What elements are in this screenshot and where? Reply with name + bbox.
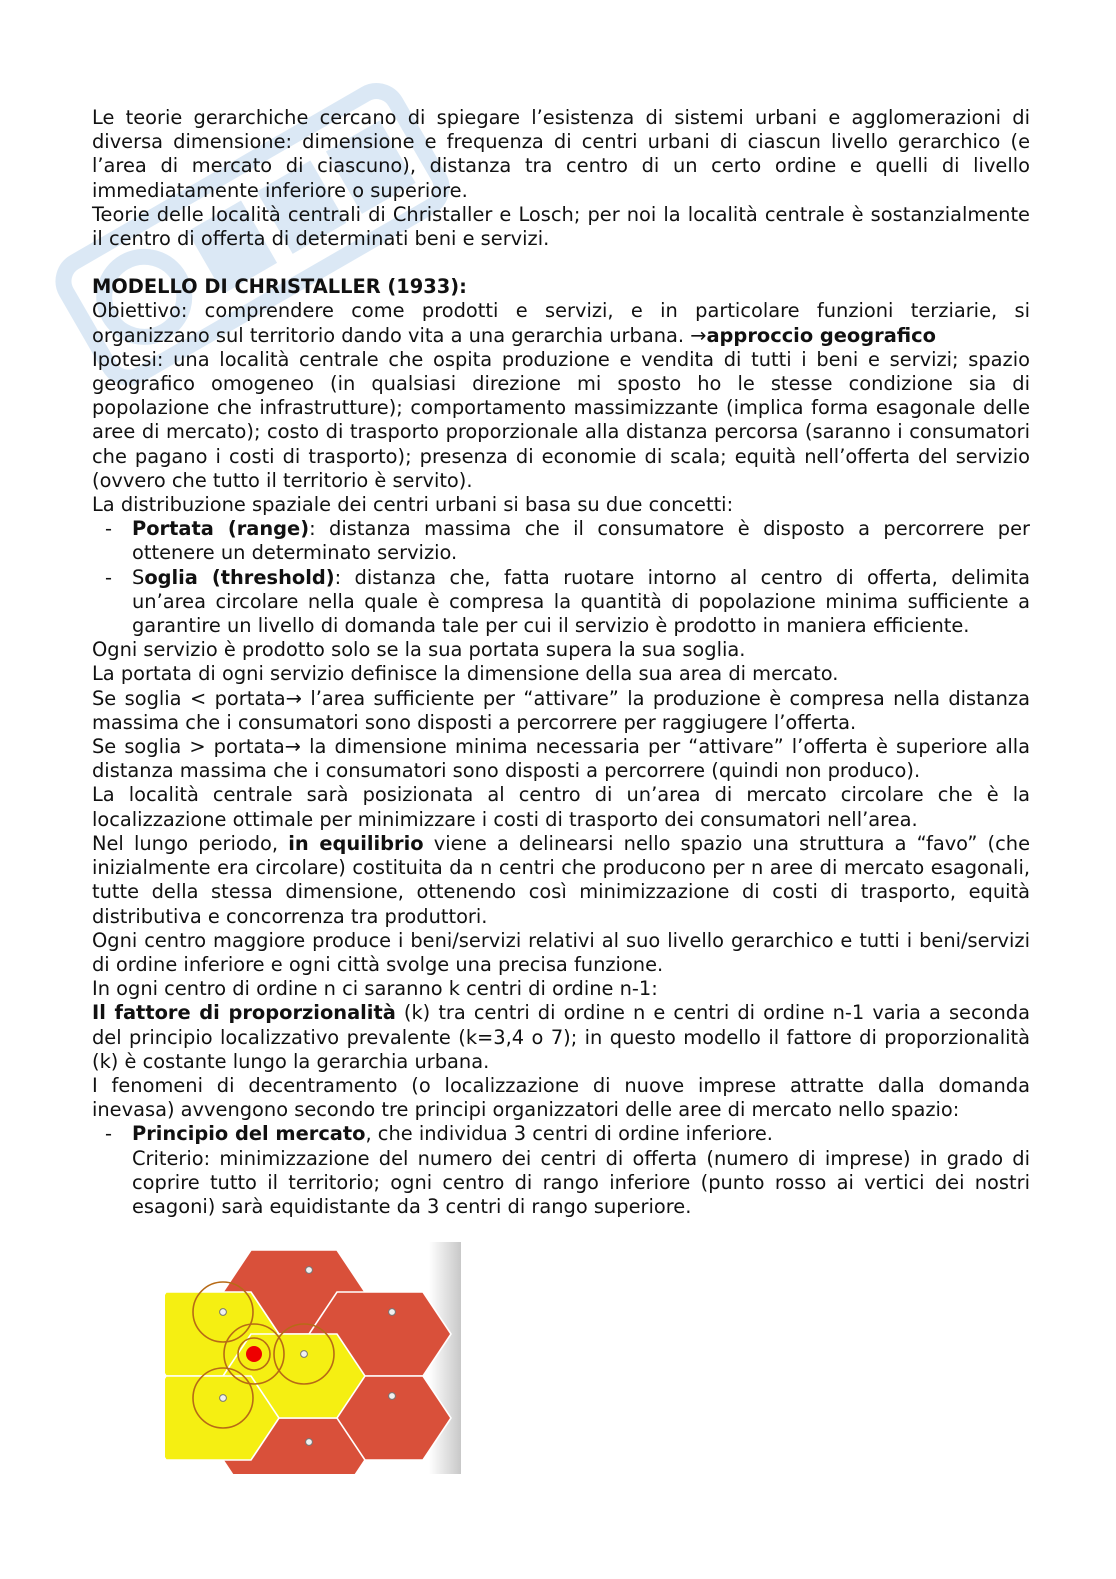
intro-paragraph-1: Le teorie gerarchiche cercano di spiegare l’esistenza di sistemi urbani e agglomerazioni di diversa dimensione: dimensione e frequenza di centri urbani di ciascun livello gerarchico (e l’area di mercato di ciascuno), distanza tra centro di un certo ordine e quelli di livello immediatamente inferiore o superiore. <box>92 106 1030 202</box>
central-place-paragraph: La località centrale sarà posizionata al centro di un’area di mercato circolare che è la localizzazione ottimale per minimizzare i costi di trasporto dei consumatori nell’area. <box>92 783 1030 831</box>
center-dot <box>306 1267 313 1274</box>
center-dot <box>306 1439 313 1446</box>
concepts-list <box>92 517 1030 638</box>
high-order-center-dot <box>246 1346 262 1362</box>
christaller-hexagon-diagram <box>161 1242 461 1474</box>
document-body <box>92 106 1030 1219</box>
range-paragraph: La portata di ogni servizio definisce la dimensione della sua area di mercato. <box>92 662 839 686</box>
arrow-icon: → <box>690 323 707 347</box>
decentralization-paragraph: I fenomeni di decentramento (o localizzazione di nuove imprese attratte dalla domanda inevasa) avvengono secondo tre principi organizzatori delle aree di mercato nello spazio: <box>92 1073 1030 1122</box>
threshold-less-paragraph: Se soglia < portata→ l’area sufficiente per “attivare” la produzione è compresa nella distanza massima che i consumatori sono disposti a percorrere per raggiugere l’offerta. <box>92 686 1030 734</box>
list-item-portata: - Portata (range): distanza massima che il consumatore è disposto a percorrere per ottenere un determinato servizio. <box>92 517 1030 565</box>
threshold-greater-paragraph: Se soglia > portata→ la dimensione minima necessaria per “attivare” l’offerta è superiore alla distanza massima che i consumatori sono disposti a percorrere (quindi non produco). <box>92 735 1030 783</box>
center-dot <box>220 1309 227 1316</box>
service-paragraph: Ogni servizio è prodotto solo se la sua portata supera la sua soglia. <box>92 638 746 662</box>
center-dot <box>389 1309 396 1316</box>
equilibrium-paragraph: Nel lungo periodo, in equilibrio viene a delinearsi nello spazio una struttura a “favo” (che inizialmente era circolare) costituita da n centri che producono per n aree di mercato esagonali, tutte della stessa dimensione, ottenendo così minimizzazione di costi di trasporto, equità distributiva e concorrenza tra produttori. <box>92 831 1030 928</box>
criterion-text: Criterio: minimizzazione del numero dei centri di offerta (numero di imprese) in grado di coprire tutto il territorio; ogni centro di rango inferiore (punto rosso ai vertici dei nostri esagoni) sarà equidistante da 3 centri di rango superiore. <box>132 1146 1030 1218</box>
list-item-principio-mercato: - Principio del mercato, che individua 3 centri di ordine inferiore. Criterio: minimizzazione del numero dei centri di offerta (numero di imprese) in grado di coprire tutto il territorio; ogni centro di rango inferiore (punto rosso ai vertici dei nostri esagoni) sarà equidistante da 3 centri di rango superiore. <box>92 1122 1030 1219</box>
arrow-icon: → <box>285 686 302 710</box>
arrow-icon: → <box>284 735 302 759</box>
center-dot <box>389 1393 396 1400</box>
list-item-soglia: - Soglia (threshold): distanza che, fatta ruotare intorno al centro di offerta, delimita un’area circolare nella quale è compresa la quantità di popolazione minima sufficiente a garantire un livello di domanda tale per cui il servizio è prodotto in maniera efficiente. <box>92 566 1030 639</box>
proportionality-paragraph: Il fattore di proporzionalità (k) tra centri di ordine n e centri di ordine n-1 varia a seconda del principio localizzativo prevalente (k=3,4 o 7); in questo modello il fattore di proporzionalità (k) è costante lungo la gerarchia urbana. <box>92 1001 1030 1073</box>
major-center-paragraph: Ogni centro maggiore produce i beni/servizi relativi al suo livello gerarchico e tutti i beni/servizi di ordine inferiore e ogni città svolge una precisa funzione. <box>92 928 1030 976</box>
order-paragraph: In ogni centro di ordine n ci saranno k centri di ordine n-1: <box>92 977 658 1001</box>
principles-list <box>92 1122 1030 1219</box>
center-dot <box>220 1395 227 1402</box>
objective-paragraph: Obiettivo: comprendere come prodotti e servizi, e in particolare funzioni terziarie, si organizzano sul territorio dando vita a una gerarchia urbana. →approccio geografico <box>92 299 1030 347</box>
distribution-paragraph: La distribuzione spaziale dei centri urbani si basa su due concetti: <box>92 493 734 517</box>
section-heading: MODELLO DI CHRISTALLER (1933): <box>92 275 467 299</box>
hypothesis-paragraph: Ipotesi: una località centrale che ospita produzione e vendita di tutti i beni e servizi; spazio geografico omogeneo (in qualsiasi direzione mi sposto ho le stesse condizione sia di popolazione che infrastrutture); comportamento massimizzante (implica forma esagonale delle aree di mercato); costo di trasporto proporzionale alla distanza percorsa (saranno i consumatori che pagano i costi di trasporto); presenza di economie di scala; equità nell’offerta del servizio (ovvero che tutto il territorio è servito). <box>92 347 1030 492</box>
center-dot <box>301 1351 308 1358</box>
intro-paragraph-2: Teorie delle località centrali di Christaller e Losch; per noi la località centrale è sostanzialmente il centro di offerta di determinati beni e servizi. <box>92 202 1030 251</box>
